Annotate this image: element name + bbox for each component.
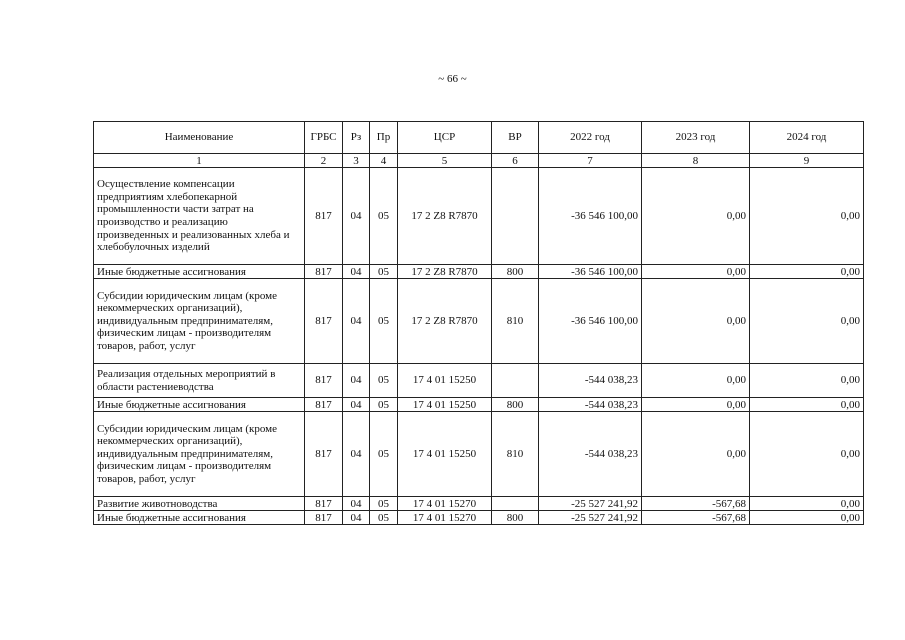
row-grbs: 817 xyxy=(305,364,343,398)
row-pr: 05 xyxy=(370,412,398,497)
row-csr: 17 4 01 15270 xyxy=(398,511,492,525)
row-vr xyxy=(492,168,539,265)
row-csr: 17 2 Z8 R7870 xyxy=(398,168,492,265)
table-row xyxy=(94,398,864,412)
row-grbs: 817 xyxy=(305,279,343,364)
row-rz: 04 xyxy=(343,364,370,398)
row-csr: 17 2 Z8 R7870 xyxy=(398,265,492,279)
page-number: ~ 66 ~ xyxy=(438,73,467,85)
row-grbs: 817 xyxy=(305,511,343,525)
row-2024: 0,00 xyxy=(750,364,864,398)
header-csr: ЦСР xyxy=(398,122,492,154)
column-number: 8 xyxy=(642,154,750,168)
column-number: 9 xyxy=(750,154,864,168)
row-rz: 04 xyxy=(343,168,370,265)
row-grbs: 817 xyxy=(305,265,343,279)
row-2023: 0,00 xyxy=(642,398,750,412)
row-2023: 0,00 xyxy=(642,265,750,279)
row-name: Иные бюджетные ассигнования xyxy=(94,398,305,412)
row-2023: 0,00 xyxy=(642,279,750,364)
row-vr: 800 xyxy=(492,265,539,279)
header-pr: Пр xyxy=(370,122,398,154)
table-row xyxy=(94,364,864,398)
row-2023: -567,68 xyxy=(642,511,750,525)
row-pr: 05 xyxy=(370,398,398,412)
row-name: Осуществление компенсации предприятиям хлебопекарной промышленности части затрат на производство и реализацию произведенных и реализованных хлеба и хлебобулочных изделий xyxy=(94,168,305,265)
row-vr xyxy=(492,497,539,511)
row-csr: 17 2 Z8 R7870 xyxy=(398,279,492,364)
row-csr: 17 4 01 15250 xyxy=(398,412,492,497)
row-vr: 800 xyxy=(492,511,539,525)
row-grbs: 817 xyxy=(305,398,343,412)
header-grbs: ГРБС xyxy=(305,122,343,154)
header-name: Наименование xyxy=(94,122,305,154)
row-pr: 05 xyxy=(370,168,398,265)
row-2024: 0,00 xyxy=(750,398,864,412)
table-row xyxy=(94,412,864,497)
row-2022: -36 546 100,00 xyxy=(539,265,642,279)
row-grbs: 817 xyxy=(305,412,343,497)
row-pr: 05 xyxy=(370,511,398,525)
header-vr: ВР xyxy=(492,122,539,154)
row-pr: 05 xyxy=(370,279,398,364)
row-rz: 04 xyxy=(343,398,370,412)
row-2023: -567,68 xyxy=(642,497,750,511)
row-pr: 05 xyxy=(370,497,398,511)
row-2023: 0,00 xyxy=(642,168,750,265)
table-row xyxy=(94,279,864,364)
row-2022: -544 038,23 xyxy=(539,364,642,398)
row-csr: 17 4 01 15270 xyxy=(398,497,492,511)
row-csr: 17 4 01 15250 xyxy=(398,398,492,412)
row-vr: 800 xyxy=(492,398,539,412)
row-rz: 04 xyxy=(343,265,370,279)
column-number-row xyxy=(94,154,864,168)
header-row xyxy=(94,122,864,154)
row-2024: 0,00 xyxy=(750,511,864,525)
row-2024: 0,00 xyxy=(750,412,864,497)
header-2024: 2024 год xyxy=(750,122,864,154)
table-row xyxy=(94,511,864,525)
row-rz: 04 xyxy=(343,279,370,364)
row-pr: 05 xyxy=(370,364,398,398)
row-rz: 04 xyxy=(343,497,370,511)
row-2022: -544 038,23 xyxy=(539,412,642,497)
row-name: Развитие животноводства xyxy=(94,497,305,511)
row-2022: -25 527 241,92 xyxy=(539,511,642,525)
row-vr: 810 xyxy=(492,412,539,497)
row-name: Иные бюджетные ассигнования xyxy=(94,511,305,525)
row-2024: 0,00 xyxy=(750,168,864,265)
column-number: 1 xyxy=(94,154,305,168)
column-number: 5 xyxy=(398,154,492,168)
column-number: 3 xyxy=(343,154,370,168)
row-rz: 04 xyxy=(343,511,370,525)
table-row xyxy=(94,265,864,279)
row-2024: 0,00 xyxy=(750,279,864,364)
column-number: 2 xyxy=(305,154,343,168)
row-vr: 810 xyxy=(492,279,539,364)
row-pr: 05 xyxy=(370,265,398,279)
budget-table xyxy=(93,121,864,525)
column-number: 4 xyxy=(370,154,398,168)
row-vr xyxy=(492,364,539,398)
header-2022: 2022 год xyxy=(539,122,642,154)
row-csr: 17 4 01 15250 xyxy=(398,364,492,398)
table-row xyxy=(94,168,864,265)
column-number: 7 xyxy=(539,154,642,168)
row-name: Иные бюджетные ассигнования xyxy=(94,265,305,279)
row-2023: 0,00 xyxy=(642,364,750,398)
row-2024: 0,00 xyxy=(750,265,864,279)
row-2022: -25 527 241,92 xyxy=(539,497,642,511)
row-grbs: 817 xyxy=(305,497,343,511)
row-name: Субсидии юридическим лицам (кроме некоммерческих организаций), индивидуальным предпринимателям, физическим лицам - производителям товаров, работ, услуг xyxy=(94,412,305,497)
header-rz: Рз xyxy=(343,122,370,154)
row-2022: -36 546 100,00 xyxy=(539,168,642,265)
row-grbs: 817 xyxy=(305,168,343,265)
row-name: Реализация отдельных мероприятий в области растениеводства xyxy=(94,364,305,398)
row-rz: 04 xyxy=(343,412,370,497)
column-number: 6 xyxy=(492,154,539,168)
row-2022: -544 038,23 xyxy=(539,398,642,412)
header-2023: 2023 год xyxy=(642,122,750,154)
row-2022: -36 546 100,00 xyxy=(539,279,642,364)
row-2024: 0,00 xyxy=(750,497,864,511)
table-row xyxy=(94,497,864,511)
row-name: Субсидии юридическим лицам (кроме некоммерческих организаций), индивидуальным предпринимателям, физическим лицам - производителям товаров, работ, услуг xyxy=(94,279,305,364)
row-2023: 0,00 xyxy=(642,412,750,497)
